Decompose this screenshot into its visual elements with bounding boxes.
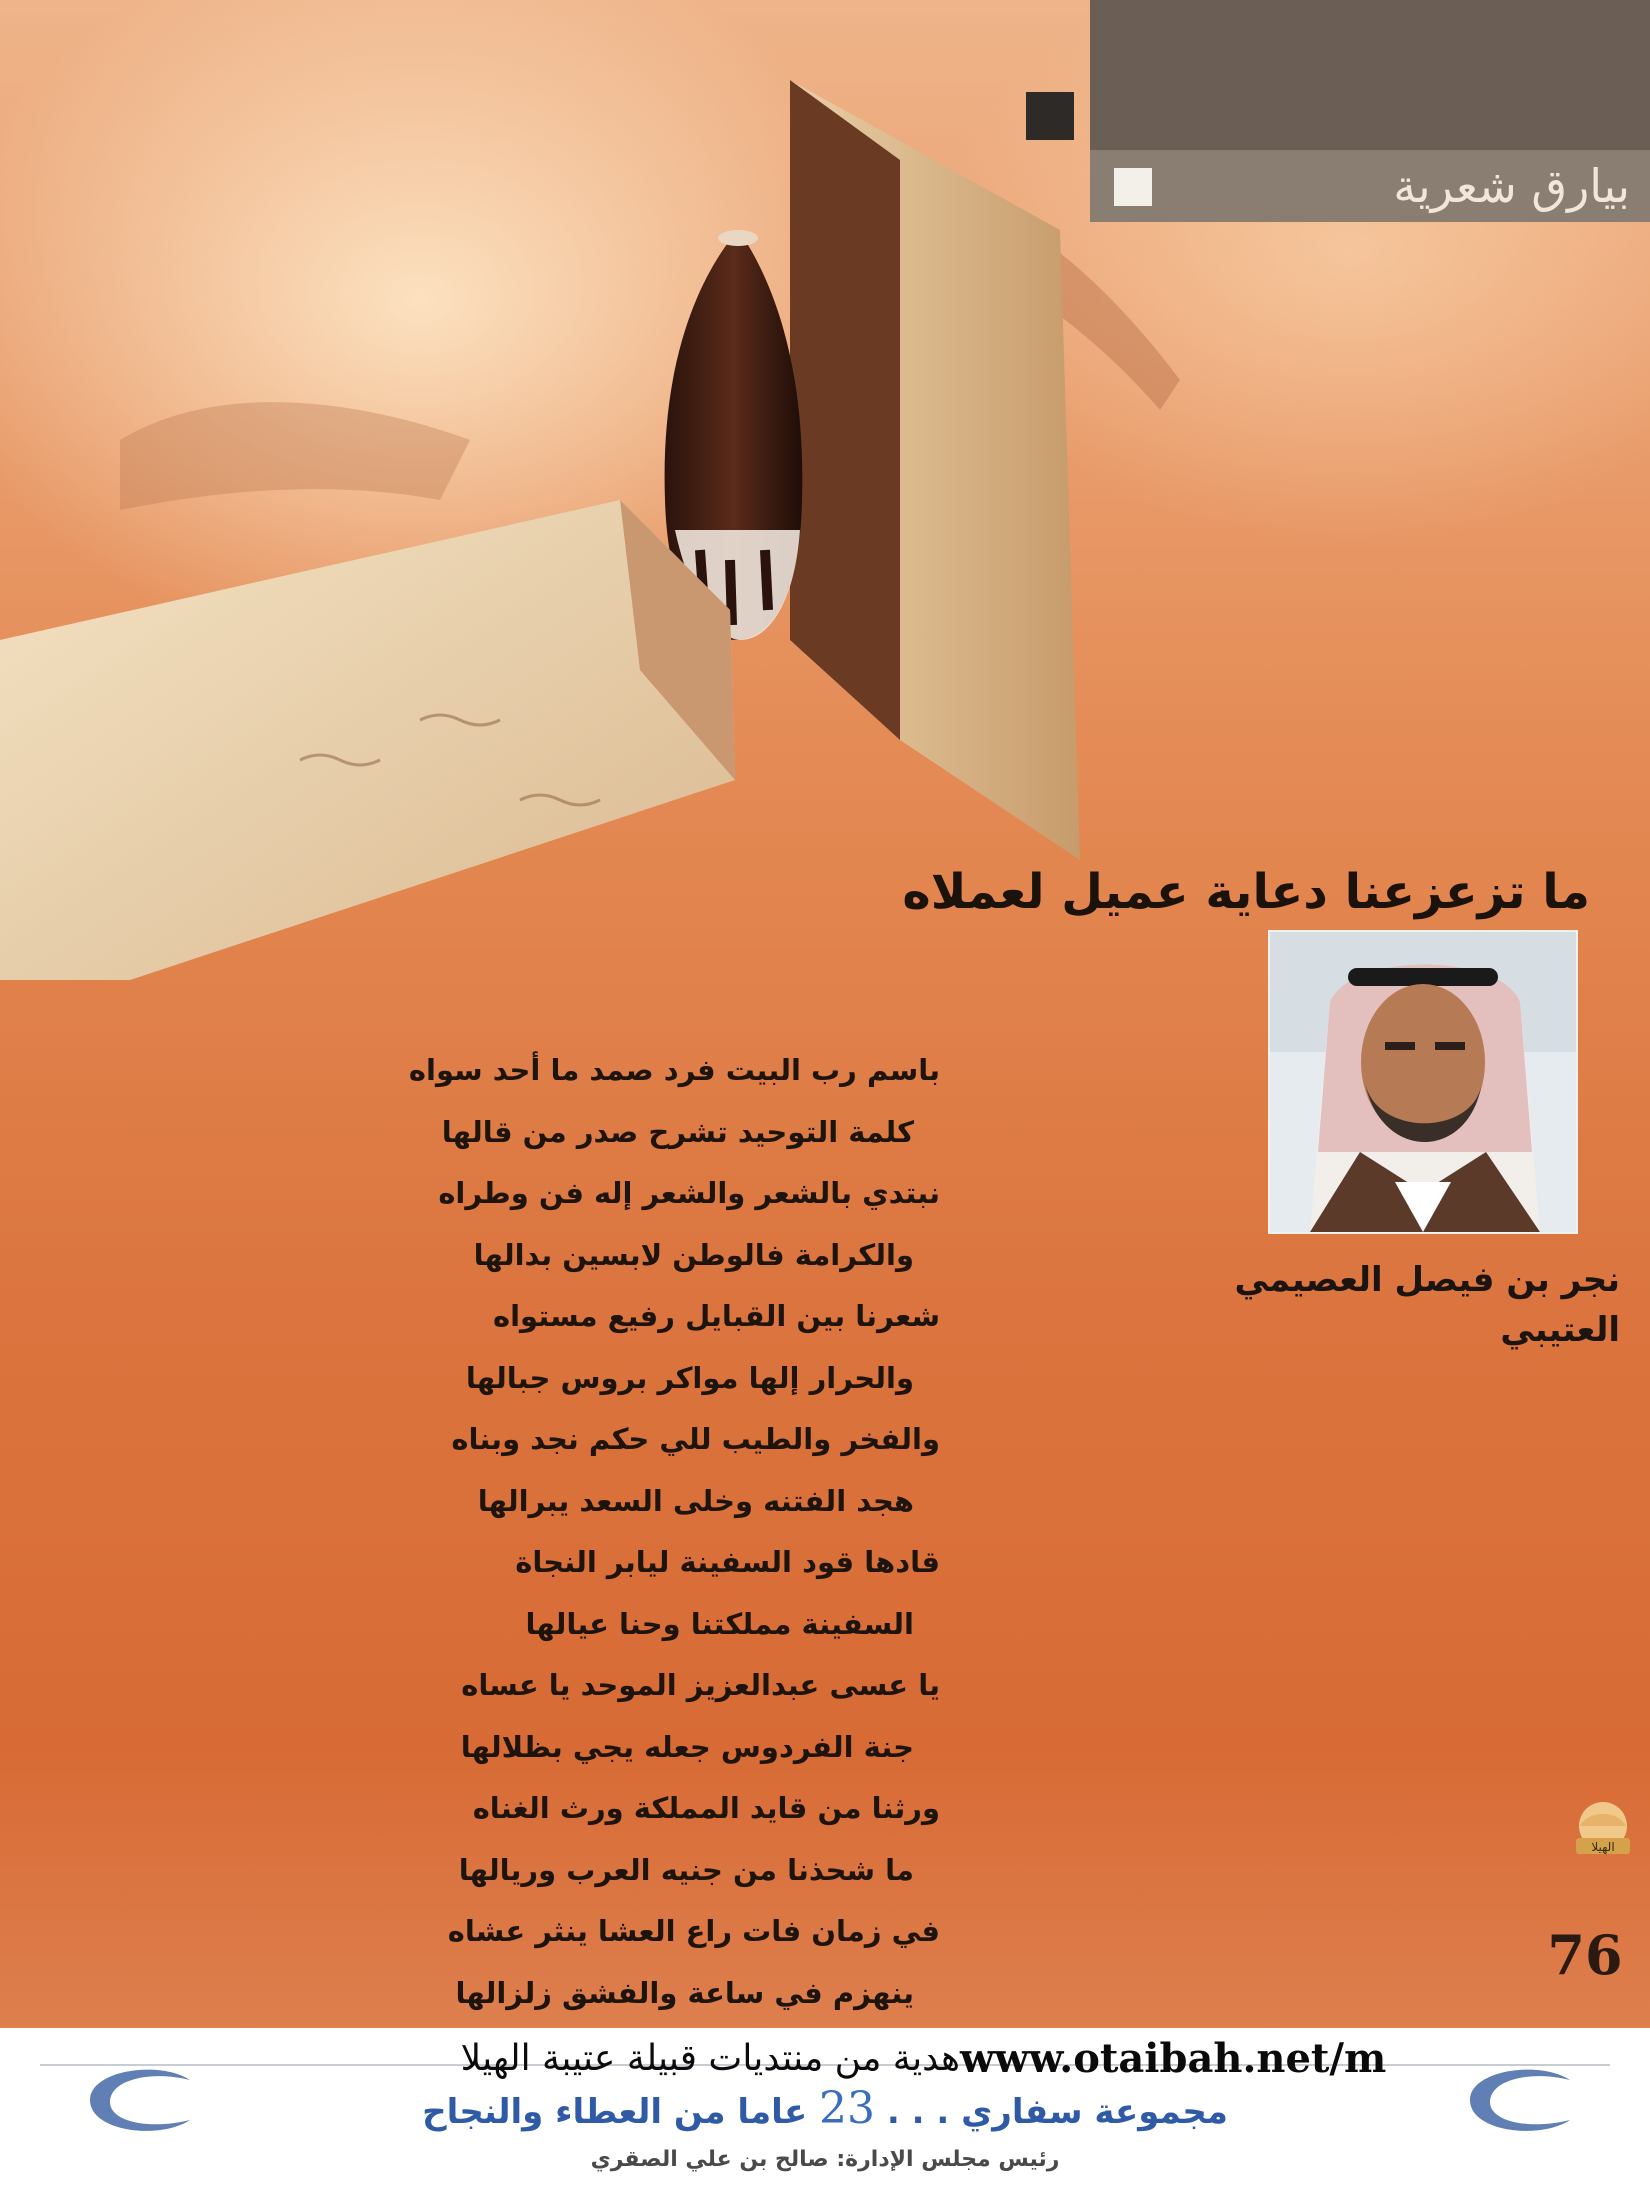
poem-line: باسم رب البيت فرد صمد ما أحد سواه [408,1053,940,1087]
poem-line: شعرنا بين القبايل رفيع مستواه [493,1299,940,1333]
poem-line: والحرار إلها مواكر بروس جبالها [465,1360,914,1395]
header-square-light [1114,168,1152,206]
poem-line: كلمة التوحيد تشرح صدر من قالها [441,1114,914,1149]
logo-label: الهيلا [1591,1840,1615,1854]
safari-logo-left-icon [80,2060,200,2140]
poem-line: جنة الفردوس جعله يجي بظلالها [460,1729,914,1764]
slogan-suffix: عاما من العطاء والنجاح [422,2092,808,2132]
poem-body [180,1040,940,2024]
poem-line: ورثنا من قايد المملكة ورث الغناه [472,1791,940,1825]
chairman-credit: رئيس مجلس الإدارة: صالح بن علي الصقري [590,2147,1060,2172]
poem-line: يا عسى عبدالعزيز الموحد يا عساه [461,1668,940,1702]
poem-line: نبتدي بالشعر والشعر إله فن وطراه [438,1176,940,1210]
author-portrait [1268,930,1578,1234]
poem-line: في زمان فات راع العشا ينثر عشاه [447,1914,940,1948]
page-number: 76 [1547,1923,1623,1987]
site-gift-text: هدية من منتديات قبيلة عتيبة الهيلا [460,2038,960,2079]
poem-line: السفينة مملكتنا وحنا عيالها [525,1606,914,1641]
alhaila-logo-icon [1568,1800,1638,1860]
poem-line: والفخر والطيب للي حكم نجد وبناه [451,1422,940,1456]
poem-line: ينهزم في ساعة والفشق زلزالها [455,1975,914,2010]
site-url-link[interactable]: www.otaibah.net/m [960,2035,1387,2082]
slogan-number: 23 [819,2083,876,2134]
poem-line: هجد الفتنه وخلى السعد يبرالها [477,1483,914,1518]
poem-line: قادها قود السفينة ليابر النجاة [515,1545,940,1579]
poem-title: ما تزعزعنا دعاية عميل لعملاه [902,864,1590,920]
safari-logo-right-icon [1460,2060,1580,2140]
poem-author: نجر بن فيصل العصيمي العتيبي [1234,1260,1620,1350]
poem-line: ما شحذنا من جنيه العرب وريالها [458,1852,914,1887]
section-title: بيارق شعرية [1393,159,1630,213]
header-square-dark [1026,92,1074,140]
poem-line: والكرامة فالوطن لابسين بدالها [473,1237,914,1272]
slogan-prefix: مجموعة سفاري . . . [886,2092,1228,2132]
footer-slogan [220,2082,1430,2136]
